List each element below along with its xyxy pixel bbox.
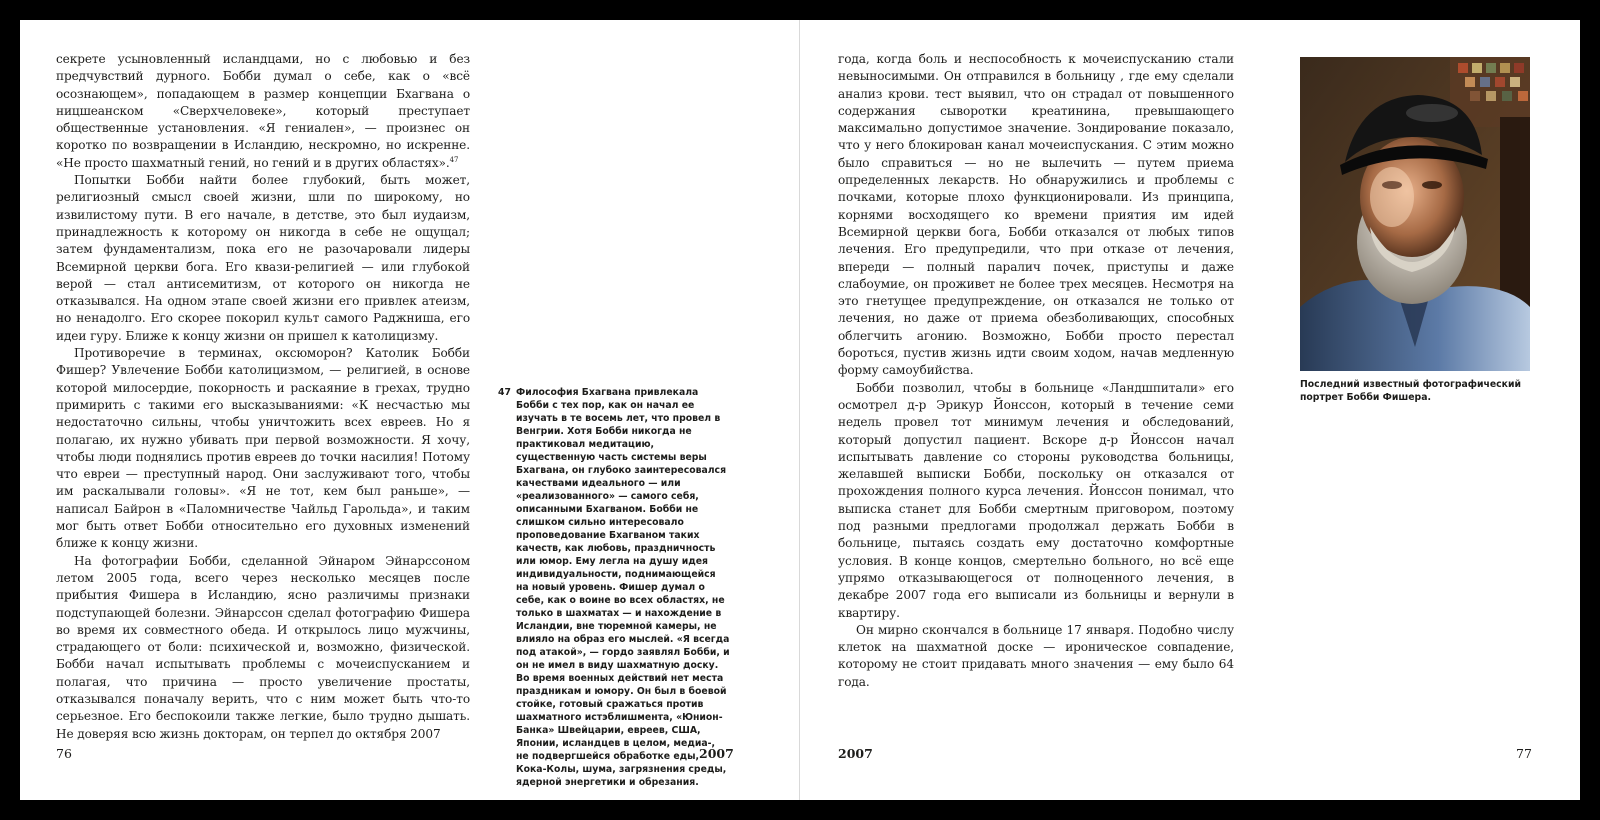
right-page [800,20,1580,800]
right-paragraph-3: Он мирно скончался в больнице 17 января. Подобно числу клеток на шахматной доске — ироническое совпадение, которому не стоит придавать много значения — ему было 64 года. [838,622,1234,689]
right-paragraph-1: года, когда боль и неспособность к мочеиспусканию стали невыносимыми. Он отправился в больницу , где ему сделали анализ крови. тест выявил, что он страдал от повышенного содержания сыворотки креатинина, превышающего максимально допустимое значение. Зондирование показало, что у него блокирован канал мочеиспускания. С этим можно было справиться — но не вылечить — путем приема определенных лекарств. Но обнаружились и проблемы с почками, которые плохо функционировали. Из принципа, корнями восходящего ко времени приятия им идей Всемирной церкви бога, Бобби отказался от любых типов лечения. Его предупредили, что при отказе от лечения, впереди — полный паралич почек, приступы и даже слабоумие, он проживет не более трех месяцев. Несмотря на это гнетущее предупреждение, он отказался не только от лечения, но даже от приема обезболивающих, способных облегчить агонию. Возможно, Бобби просто перестал бороться, пустив жизнь идти своим ходом, начав медленную форму самоубийства. [838,52,1234,378]
portrait-photo [1300,57,1530,371]
left-paragraph-4: На фотографии Бобби, сделанной Эйнаром Эйнарссоном летом 2005 года, всего через несколько месяцев после прибытия Фишера в Исландию, ясно различимы признаки подступающей болезни. Эйнарссон сделал фотографию Фишера во время их совместного обеда. И открылось лицо мужчины, страдающего от боли: психической и, возможно, физической. Бобби начал испытывать проблемы с мочеиспусканием и полагая, что причина — просто увеличение простаты, отказывался поначалу верить, что с ним может быть что-то серьезное. Его беспокоили также легкие, было трудно дышать. Не доверяя всю жизнь докторам, он терпел до октября 2007 [56,553,470,741]
left-body-column [56,51,470,743]
right-paragraph-2: Бобби позволил, чтобы в больнице «Ландшпитали» его осмотрел д-р Эрикур Йонссон, который в течение семи недель провел тот минимум лечения и обследований, который допустил пациент. Вскоре д-р Йонссон начал испытывать давление со стороны руководства больницы, желавшей выписки Бобби, поскольку он отказался от прохождения полного курса лечения. Йонссон понимал, что выписка станет для Бобби смертным приговором, поэтому под разными предлогами продолжал держать Бобби в больнице, пытаясь создать ему достаточно комфортные условия. В конце концов, смертельно больного, но всё еще упрямо отказывающегося от полноценного лечения, в декабре 2007 года его выписали из больницы и вернули в квартиру. [838,380,1234,620]
page-number-left: 76 [56,746,72,761]
footnote [498,386,730,789]
footnote-reference: 47 [449,155,459,164]
left-paragraph-3: Противоречие в терминах, оксюморон? Католик Бобби Фишер? Увлечение Бобби католицизмом, — религией, в основе которой милосердие, покорность и раскаяние в грехах, трудно примирить с такими его высказываниями: «К несчастью мы недостаточно сильны, чтобы уничтожить всех евреев. Но я полагаю, их нужно убивать при первой возможности. Я хочу, чтобы люди поднялись против евреев до точки насилия! Потому что евреи — преступный народ. Они заслуживают того, чтобы им раскалывали головы». «Я не тот, кем был раньше», — написал Байрон в «Паломничестве Чайльд Гарольда», и таким мог быть ответ Бобби относительно его духовных изменений ближе к концу жизни. [56,346,470,551]
left-page [20,20,800,800]
running-head-right: 2007 [838,746,873,761]
page-number-right: 77 [1516,746,1532,761]
left-paragraph-2: Попытки Бобби найти более глубокий, быть может, религиозный смысл своей жизни, шли по широкому, но извилистому пути. В его начале, в детстве, это был иудаизм, принадлежность к которому он никогда в себе не ощущал; затем фундаментализм, пока его не разочаровали лидеры Всемирной церкви бога. Его квази-религией — или глубокой верой — стал антисемитизм, от которого он никогда не отказывался. На одном этапе своей жизни его привлек атеизм, но ненадолго. Его скорее покорил культ самого Раджниша, его идеи гуру. Ближе к концу жизни он пришел к католицизму. [56,173,470,343]
right-body-column [838,51,1234,691]
book-spread [20,20,1580,800]
left-paragraph-1: секрете усыновленный исландцами, но с любовью и без предчувствий дурного. Бобби думал о себе, как о «всё осознающем», попадающем в размер концепции Бхагвана о ницшеанском «Сверхчеловеке», который преступает общественные установления. «Я гениален», — произнес он коротко по возвращении в Исландию, нескромно, но искренне. «Не просто шахматный гений, но гений и в других областях».$^{47}$ [56,52,470,170]
photo-caption: Последний известный фотографический портрет Бобби Фишера. [1300,379,1522,403]
running-head-left: 2007 [699,746,734,761]
footnote-text: Философия Бхагвана привлекала Бобби с тех пор, как он начал ее изучать в те восемь лет, что провел в Венгрии. Хотя Бобби никогда не практиковал медитацию, существенную часть системы веры Бхагвана, он глубоко заинтересовался качествами идеального — или «реализованного» — самого себя, описанными Бхагваном. Бобби не слишком сильно интересовало проповедование Бхагваном таких качеств, как любовь, праздничность или юмор. Ему легла на душу идея индивидуальности, поднимающейся на новый уровень. Фишер думал о себе, как о воине во всех областях, не только в шахматах — и нахождение в Исландии, вне тюремной камеры, не влияло на образ его мыслей. «Я всегда под атакой», — гордо заявлял Бобби, и он не имел в виду шахматную доску. Во время военных действий нет места праздникам и юмору. Он был в боевой стойке, готовый сражаться против шахматного истэблишмента, «Юнион-Банка» Швейцарии, евреев, США, Японии, исландцев в целом, медиа-, не подвергшейся обработке еды, Кока-Колы, шума, загрязнения среды, ядерной энергетики и обрезания. [516,387,730,788]
footnote-number: 47 [498,387,511,398]
